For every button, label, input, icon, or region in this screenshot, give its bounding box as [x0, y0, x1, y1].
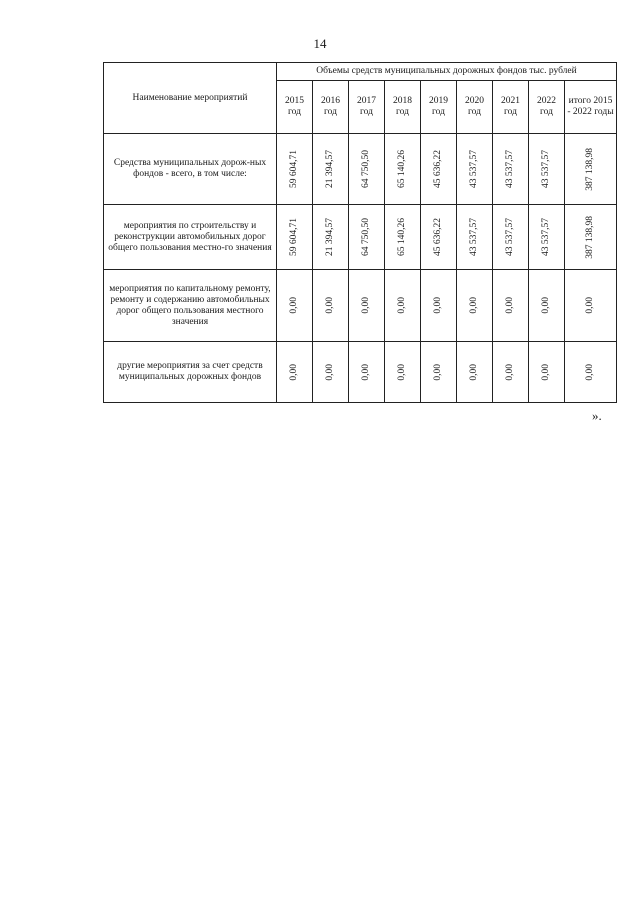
value-cell [421, 270, 457, 342]
value-text: 45 636,22 [433, 218, 443, 256]
value-text: 0,00 [433, 297, 443, 314]
value-text: 387 138,98 [585, 215, 595, 259]
value-text: 0,00 [289, 297, 299, 314]
value-cell [385, 134, 421, 205]
value-cell [349, 342, 385, 403]
value-cell [349, 270, 385, 342]
value-text: 0,00 [289, 363, 299, 381]
value-text: 59 604,71 [289, 150, 299, 188]
value-text: 45 636,22 [433, 150, 443, 188]
value-cell [529, 342, 565, 403]
year-header: 2018 год [385, 81, 421, 134]
total-value-cell [565, 342, 617, 403]
value-text: 387 138,98 [585, 147, 595, 191]
year-header: 2015 год [277, 81, 313, 134]
total-header: итого 2015 - 2022 годы [565, 81, 617, 134]
value-cell [277, 205, 313, 270]
value-text: 21 394,57 [325, 218, 335, 256]
value-cell [493, 270, 529, 342]
value-text: 64 750,50 [361, 218, 371, 256]
value-text: 43 537,57 [505, 218, 515, 256]
value-cell [385, 270, 421, 342]
year-header: 2020 год [457, 81, 493, 134]
value-text: 0,00 [541, 363, 551, 381]
year-header: 2019 год [421, 81, 457, 134]
value-cell [421, 205, 457, 270]
value-text: 43 537,57 [469, 150, 479, 188]
value-cell [277, 342, 313, 403]
total-value-cell [565, 134, 617, 205]
value-cell [313, 134, 349, 205]
row-name-total: Средства муниципальных дорож-ных фондов - всего, в том числе: [104, 134, 277, 205]
value-cell [385, 342, 421, 403]
value-text: 43 537,57 [541, 218, 551, 256]
closing-quote-mark: ». [592, 408, 602, 423]
value-cell [493, 205, 529, 270]
value-cell [529, 205, 565, 270]
page-number: 14 [313, 36, 327, 51]
value-text: 0,00 [585, 297, 595, 314]
value-cell [529, 270, 565, 342]
value-text: 43 537,57 [469, 218, 479, 256]
value-text: 59 604,71 [289, 218, 299, 256]
value-text: 43 537,57 [505, 150, 515, 188]
row-name-other: другие мероприятия за счет средств муниципальных дорожных фондов [104, 342, 277, 403]
value-cell [529, 134, 565, 205]
value-cell [349, 205, 385, 270]
value-text: 0,00 [433, 363, 443, 381]
value-cell [313, 342, 349, 403]
value-text: 0,00 [361, 297, 371, 314]
value-text: 0,00 [325, 297, 335, 314]
value-cell [493, 134, 529, 205]
value-text: 0,00 [585, 363, 595, 381]
value-cell [385, 205, 421, 270]
row-name-construction: мероприятия по строительству и реконструкции автомобильных дорог общего пользования местно-го значения [104, 205, 277, 270]
value-cell [457, 270, 493, 342]
value-cell [349, 134, 385, 205]
value-cell [457, 205, 493, 270]
name-column-header: Наименование мероприятий [104, 63, 277, 134]
value-text: 0,00 [469, 297, 479, 314]
year-header: 2016 год [313, 81, 349, 134]
total-value-cell [565, 205, 617, 270]
value-text: 0,00 [505, 297, 515, 314]
value-cell [421, 342, 457, 403]
value-text: 65 140,26 [397, 150, 407, 188]
value-text: 0,00 [469, 363, 479, 381]
value-text: 0,00 [397, 363, 407, 381]
value-text: 64 750,50 [361, 150, 371, 188]
value-text: 65 140,26 [397, 218, 407, 256]
year-header: 2017 год [349, 81, 385, 134]
road-fund-table [103, 62, 617, 403]
value-cell [313, 270, 349, 342]
value-text: 0,00 [325, 363, 335, 381]
value-text: 0,00 [505, 363, 515, 381]
row-name-repair: мероприятия по капитальному ремонту, ремонту и содержанию автомобильных дорог общего пользования местного значения [104, 270, 277, 342]
value-cell [457, 342, 493, 403]
value-cell [421, 134, 457, 205]
value-cell [313, 205, 349, 270]
year-header: 2021 год [493, 81, 529, 134]
value-text: 43 537,57 [541, 150, 551, 188]
value-cell [493, 342, 529, 403]
value-text: 0,00 [541, 297, 551, 314]
value-text: 21 394,57 [325, 150, 335, 188]
year-header: 2022 год [529, 81, 565, 134]
value-text: 0,00 [397, 297, 407, 314]
value-text: 0,00 [361, 363, 371, 381]
value-cell [277, 134, 313, 205]
value-cell [457, 134, 493, 205]
funds-group-header: Объемы средств муниципальных дорожных фондов тыс. рублей [277, 63, 617, 81]
total-value-cell [565, 270, 617, 342]
value-cell [277, 270, 313, 342]
